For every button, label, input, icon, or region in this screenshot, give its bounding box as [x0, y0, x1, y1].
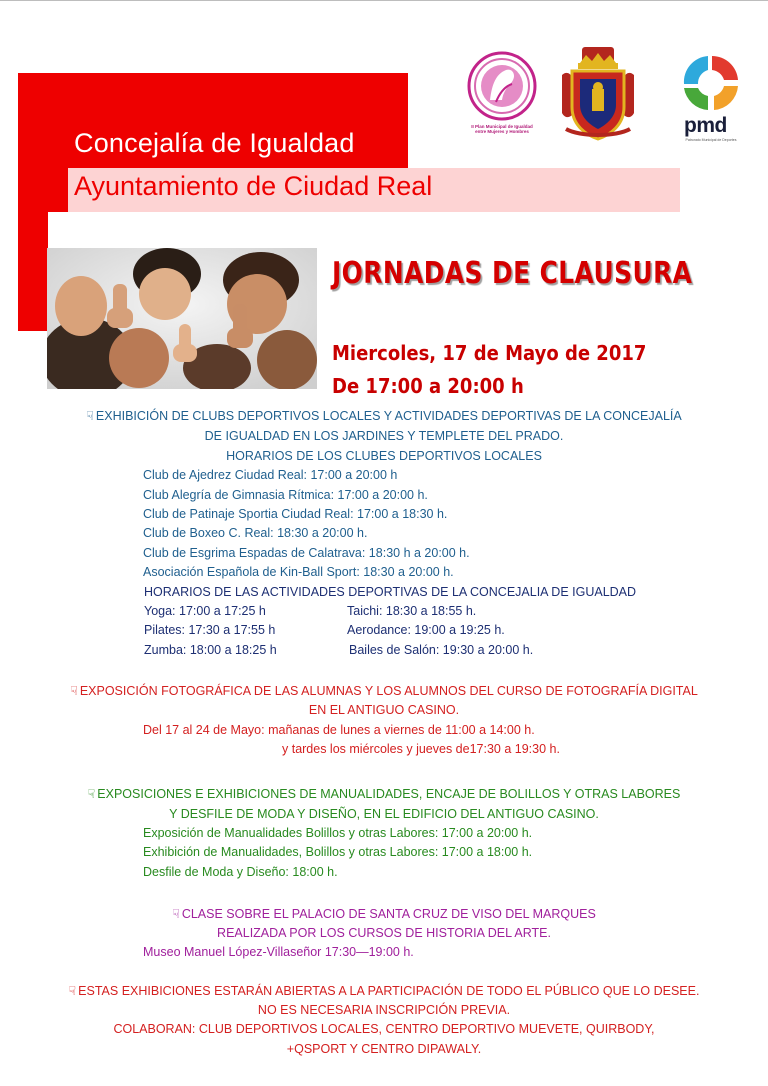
footer-line4: +QSPORT Y CENTRO DIPAWALY. — [286, 1042, 482, 1056]
section2-schedule-line1: Del 17 al 24 de Mayo: mañanas de lunes a viernes de 11:00 a 14:00 h. — [143, 723, 535, 737]
pmd-emblem-icon — [678, 50, 744, 112]
plan-igualdad-caption: II Plan Municipal de Igualdad entre Mujeres y Hombres — [471, 124, 533, 134]
club-item: Club de Ajedrez Ciudad Real: 17:00 a 20:00 h — [143, 468, 398, 482]
club-item: Club Alegría de Gimnasia Rítmica: 17:00 a 20:00 h. — [143, 488, 428, 502]
pointing-hand-icon: ☟ — [172, 907, 180, 921]
section2-heading-line2: EN EL ANTIGUO CASINO. — [308, 703, 460, 717]
pointing-hand-icon: ☟ — [87, 787, 96, 801]
section3-item: Exposición de Manualidades Bolillos y otras Labores: 17:00 a 20:00 h. — [143, 826, 533, 840]
pmd-wordmark: pmd — [684, 114, 727, 137]
section2-heading-text: EXPOSICIÓN FOTOGRÁFICA DE LAS ALUMNAS Y LOS ALUMNOS DEL CURSO DE FOTOGRAFÍA DIGITAL — [79, 684, 698, 698]
pmd-logo — [678, 50, 744, 142]
pointing-hand-icon: ☟ — [70, 684, 78, 698]
footer-line1 — [0, 983, 768, 999]
footer-line1-text: ESTAS EXHIBICIONES ESTARÁN ABIERTAS A LA PARTICIPACIÓN DE TODO EL PÚBLICO QUE LO DESEE. — [78, 984, 700, 998]
section4-heading-text: CLASE SOBRE EL PALACIO DE SANTA CRUZ DE VISO DEL MARQUES — [181, 907, 596, 921]
header-title-ayuntamiento: Ayuntamiento de Ciudad Real — [74, 171, 433, 201]
activity-item: Taichi: 18:30 a 18:55 h. — [347, 604, 477, 618]
pointing-hand-icon: ☟ — [86, 409, 94, 423]
activity-item: Yoga: 17:00 a 17:25 h — [144, 604, 266, 618]
section1-heading-line1 — [0, 408, 768, 424]
section3-item: Exhibición de Manualidades, Bolillos y otras Labores: 17:00 a 18:00 h. — [143, 845, 533, 859]
header-title-concejalia: Concejalía de Igualdad — [74, 128, 355, 158]
club-item: Club de Boxeo C. Real: 18:30 a 20:00 h. — [143, 526, 368, 540]
section1-heading-line2: DE IGUALDAD EN LOS JARDINES Y TEMPLETE DEL PRADO. — [204, 429, 564, 443]
group-thumbs-up-photo — [47, 248, 317, 389]
footer-line2: NO ES NECESARIA INSCRIPCIÓN PREVIA. — [257, 1003, 511, 1017]
activity-item: Aerodance: 19:00 a 19:25 h. — [347, 623, 505, 637]
section4-location-line: Museo Manuel López-Villaseñor 17:30—19:00 h. — [143, 945, 414, 959]
event-time: De 17:00 a 20:00 h — [332, 374, 524, 398]
ciudad-real-crest-logo — [556, 45, 640, 143]
section3-heading-text: EXPOSICIONES E EXHIBICIONES DE MANUALIDADES, ENCAJE DE BOLILLOS Y OTRAS LABORES — [97, 787, 681, 801]
top-rule — [0, 0, 768, 1]
pmd-caption: Patronato Municipal de Deportes — [685, 138, 737, 142]
club-item: Club de Patinaje Sportia Ciudad Real: 17:00 a 18:30 h. — [143, 507, 448, 521]
event-title: JORNADAS DE CLAUSURA — [332, 256, 693, 291]
club-item: Club de Esgrima Espadas de Calatrava: 18:30 h a 20:00 h. — [143, 546, 470, 560]
section3-heading-line1 — [0, 786, 768, 802]
section4-heading-line2: REALIZADA POR LOS CURSOS DE HISTORIA DEL ARTE. — [217, 926, 551, 940]
people-photo-icon — [47, 248, 317, 389]
activity-item: Pilates: 17:30 a 17:55 h — [144, 623, 276, 637]
section2-schedule-line2: y tardes los miércoles y jueves de17:30 a 19:30 h. — [282, 742, 560, 756]
section3-item: Desfile de Moda y Diseño: 18:00 h. — [143, 865, 338, 879]
section1-heading-text: EXHIBICIÓN DE CLUBS DEPORTIVOS LOCALES Y ACTIVIDADES DEPORTIVAS DE LA CONCEJALÍA — [95, 409, 682, 423]
section1-activities-subheading: HORARIOS DE LAS ACTIVIDADES DEPORTIVAS DE LA CONCEJALIA DE IGUALDAD — [144, 585, 637, 599]
footer-line3: COLABORAN: CLUB DEPORTIVOS LOCALES, CENTRO DEPORTIVO MUEVETE, QUIRBODY, — [113, 1022, 655, 1036]
activity-item: Bailes de Salón: 19:30 a 20:00 h. — [349, 643, 534, 657]
plan-igualdad-logo — [466, 50, 538, 142]
section3-heading-line2: Y DESFILE DE MODA Y DISEÑO, EN EL EDIFICIO DEL ANTIGUO CASINO. — [169, 807, 599, 821]
activity-item: Zumba: 18:00 a 18:25 h — [144, 643, 277, 657]
section1-clubs-subheading: HORARIOS DE LOS CLUBES DEPORTIVOS LOCALES — [226, 449, 542, 463]
event-date: Miercoles, 17 de Mayo de 2017 — [332, 341, 647, 365]
pointing-hand-icon: ☟ — [68, 984, 77, 998]
coat-of-arms-icon — [556, 45, 640, 143]
club-item: Asociación Española de Kin-Ball Sport: 18:30 a 20:00 h. — [143, 565, 454, 579]
plan-igualdad-emblem-icon — [466, 50, 538, 124]
section2-heading-line1 — [0, 683, 768, 699]
section4-heading-line1 — [0, 906, 768, 922]
